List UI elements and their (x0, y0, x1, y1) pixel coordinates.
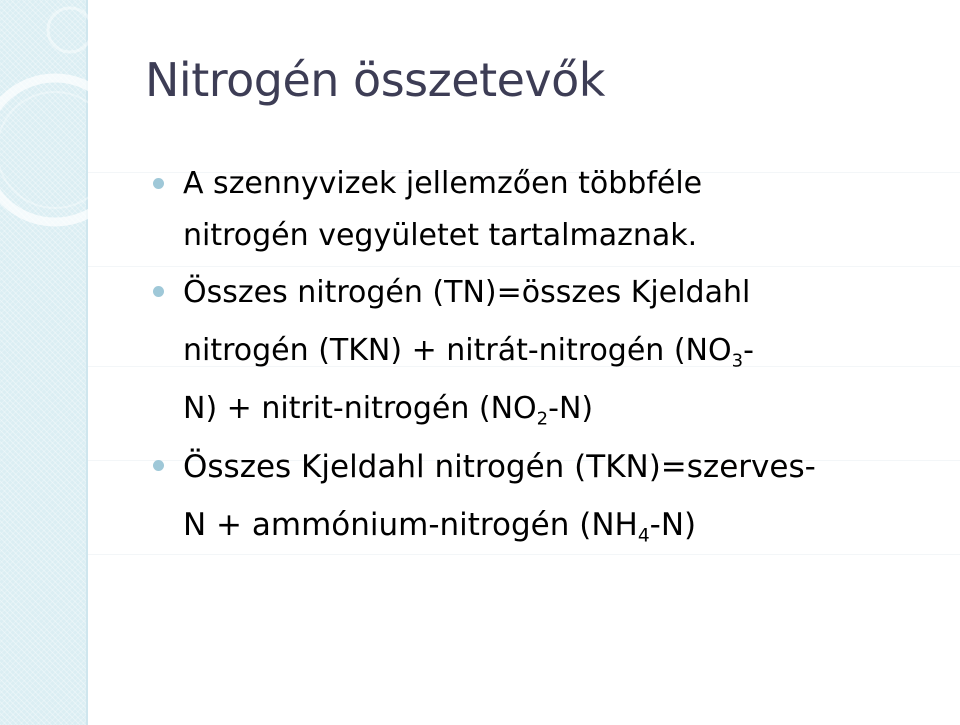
faint-rule (88, 554, 960, 555)
bullet-item (183, 438, 953, 554)
text-segment: N) + nitrit-nitrogén (NO (183, 391, 537, 426)
text-segment: -N) (649, 507, 697, 543)
bullet-dot-icon (153, 286, 164, 297)
decorative-ring-inner (0, 92, 113, 208)
text-segment: N + ammónium-nitrogén (NH (183, 507, 638, 543)
bullet-text-line (183, 380, 953, 438)
subscript: 3 (731, 350, 744, 372)
decorative-ring-large (0, 78, 127, 222)
bullet-text-line: nitrogén vegyületet tartalmaznak. (183, 218, 698, 253)
bullet-text-line (183, 322, 953, 380)
bullet-dot-icon (153, 460, 164, 471)
text-segment: -N) (548, 391, 594, 426)
slide-title: Nitrogén összetevők (145, 53, 605, 107)
subscript: 4 (637, 525, 650, 547)
subscript: 2 (536, 408, 549, 430)
bullet-text-line: A szennyvizek jellemzően többféle (183, 166, 703, 201)
bullet-list (183, 158, 953, 554)
bullet-text-line: Összes nitrogén (TN)=összes Kjeldahl (183, 275, 751, 310)
bullet-item (183, 158, 953, 262)
bullet-text-line (183, 496, 953, 554)
decorative-ring-small (48, 8, 92, 52)
bullet-dot-icon (153, 178, 164, 189)
text-segment: nitrogén (TKN) + nitrát-nitrogén (NO (183, 333, 732, 368)
bullet-item (183, 264, 953, 438)
text-segment: - (743, 333, 754, 368)
bullet-text-line: Összes Kjeldahl nitrogén (TKN)=szerves- (183, 449, 816, 485)
